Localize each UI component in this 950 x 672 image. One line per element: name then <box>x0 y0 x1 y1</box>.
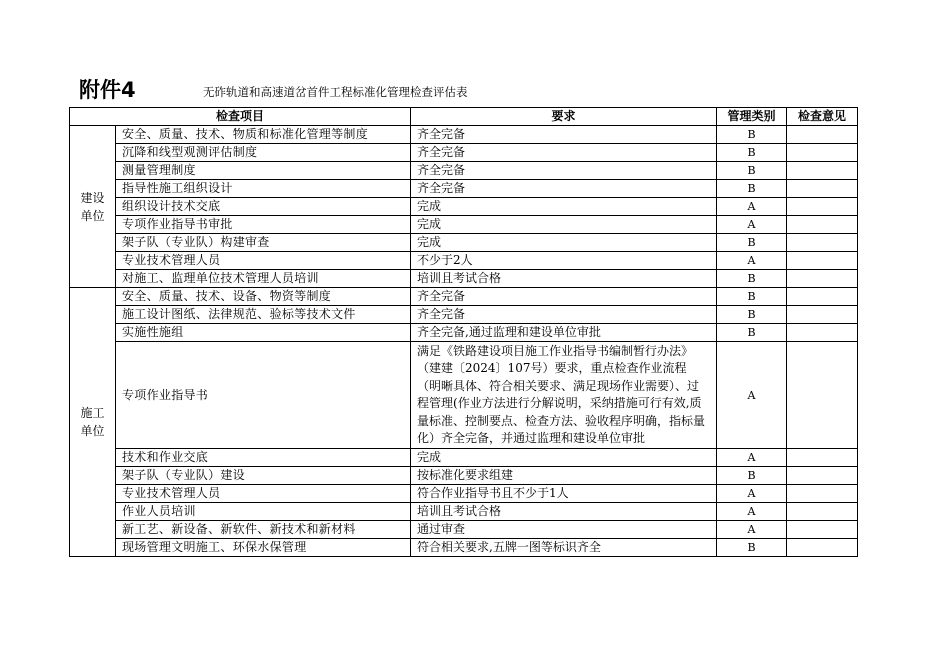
requirement-cell: 齐全完备 <box>411 126 717 144</box>
check-item-cell: 专项作业指导书 <box>116 342 411 449</box>
table-row <box>70 503 858 521</box>
check-item-cell: 专业技术管理人员 <box>116 252 411 270</box>
category-cell: B <box>717 234 787 252</box>
table-row <box>70 234 858 252</box>
table-row <box>70 198 858 216</box>
column-header-item: 检查项目 <box>70 108 411 126</box>
category-cell: B <box>717 467 787 485</box>
opinion-cell[interactable] <box>787 485 858 503</box>
category-cell: A <box>717 521 787 539</box>
opinion-cell[interactable] <box>787 324 858 342</box>
requirement-cell: 齐全完备 <box>411 162 717 180</box>
check-item-cell: 架子队（专业队）构建审查 <box>116 234 411 252</box>
opinion-cell[interactable] <box>787 252 858 270</box>
category-cell: B <box>717 539 787 557</box>
opinion-cell[interactable] <box>787 144 858 162</box>
requirement-cell: 完成 <box>411 216 717 234</box>
opinion-cell[interactable] <box>787 216 858 234</box>
check-item-cell: 指导性施工组织设计 <box>116 180 411 198</box>
table-row <box>70 162 858 180</box>
attachment-label: 附件4 <box>79 78 136 102</box>
requirement-cell: 按标准化要求组建 <box>411 467 717 485</box>
check-item-cell: 组织设计技术交底 <box>116 198 411 216</box>
requirement-cell: 齐全完备 <box>411 144 717 162</box>
opinion-cell[interactable] <box>787 306 858 324</box>
check-item-cell: 技术和作业交底 <box>116 449 411 467</box>
requirement-cell: 齐全完备 <box>411 180 717 198</box>
table-row <box>70 270 858 288</box>
category-cell: A <box>717 503 787 521</box>
check-item-cell: 专项作业指导书审批 <box>116 216 411 234</box>
table-row <box>70 467 858 485</box>
column-header-requirement: 要求 <box>411 108 717 126</box>
check-item-cell: 专业技术管理人员 <box>116 485 411 503</box>
requirement-cell: 符合相关要求,五牌一图等标识齐全 <box>411 539 717 557</box>
opinion-cell[interactable] <box>787 449 858 467</box>
category-cell: B <box>717 144 787 162</box>
table-row <box>70 252 858 270</box>
unit-cell <box>70 288 116 557</box>
document-title: 无砟轨道和高速道岔首件工程标准化管理检查评估表 <box>203 85 468 99</box>
opinion-cell[interactable] <box>787 126 858 144</box>
requirement-cell: 培训且考试合格 <box>411 503 717 521</box>
requirement-cell: 齐全完备 <box>411 288 717 306</box>
table-row <box>70 216 858 234</box>
requirement-cell: 完成 <box>411 234 717 252</box>
unit-label: 建设单位 <box>80 190 105 223</box>
table-row <box>70 521 858 539</box>
category-cell: A <box>717 449 787 467</box>
category-cell: A <box>717 198 787 216</box>
opinion-cell[interactable] <box>787 503 858 521</box>
category-cell: B <box>717 288 787 306</box>
table-row <box>70 126 858 144</box>
requirement-cell: 培训且考试合格 <box>411 270 717 288</box>
requirement-cell: 完成 <box>411 198 717 216</box>
column-header-category: 管理类别 <box>717 108 787 126</box>
table-row <box>70 342 858 449</box>
opinion-cell[interactable] <box>787 180 858 198</box>
category-cell: A <box>717 216 787 234</box>
requirement-cell: 不少于2人 <box>411 252 717 270</box>
requirement-cell: 符合作业指导书且不少于1人 <box>411 485 717 503</box>
category-cell: A <box>717 252 787 270</box>
opinion-cell[interactable] <box>787 521 858 539</box>
opinion-cell[interactable] <box>787 467 858 485</box>
table-row <box>70 306 858 324</box>
table-row <box>70 449 858 467</box>
requirement-cell: 满足《铁路建设项目施工作业指导书编制暂行办法》（建建〔2024〕107号）要求，重点检查作业流程（明晰具体、符合相关要求、满足现场作业需要）、过程管理(作业方法进行分解说明，采纳措施可行有效,质量标准、控制要点、检查方法、验收程序明确，指标量化）齐全完备，并通过监理和建设单位审批 <box>411 342 717 449</box>
unit-label: 施工单位 <box>80 406 105 439</box>
check-item-cell: 新工艺、新设备、新软件、新技术和新材料 <box>116 521 411 539</box>
category-cell: B <box>717 324 787 342</box>
opinion-cell[interactable] <box>787 288 858 306</box>
check-item-cell: 对施工、监理单位技术管理人员培训 <box>116 270 411 288</box>
category-cell: B <box>717 306 787 324</box>
opinion-cell[interactable] <box>787 198 858 216</box>
requirement-cell: 齐全完备 <box>411 306 717 324</box>
category-cell: B <box>717 180 787 198</box>
table-row <box>70 539 858 557</box>
check-item-cell: 架子队（专业队）建设 <box>116 467 411 485</box>
category-cell: A <box>717 485 787 503</box>
check-item-cell: 作业人员培训 <box>116 503 411 521</box>
check-item-cell: 安全、质量、技术、物质和标准化管理等制度 <box>116 126 411 144</box>
requirement-cell: 通过审查 <box>411 521 717 539</box>
table-row <box>70 144 858 162</box>
requirement-cell: 齐全完备,通过监理和建设单位审批 <box>411 324 717 342</box>
unit-cell <box>70 126 116 288</box>
opinion-cell[interactable] <box>787 234 858 252</box>
check-item-cell: 实施性施组 <box>116 324 411 342</box>
table-row <box>70 288 858 306</box>
category-cell: B <box>717 162 787 180</box>
table-row <box>70 485 858 503</box>
opinion-cell[interactable] <box>787 539 858 557</box>
requirement-cell: 完成 <box>411 449 717 467</box>
column-header-opinion: 检查意见 <box>787 108 858 126</box>
check-item-cell: 测量管理制度 <box>116 162 411 180</box>
check-item-cell: 施工设计图纸、法律规范、验标等技术文件 <box>116 306 411 324</box>
category-cell: A <box>717 342 787 449</box>
opinion-cell[interactable] <box>787 162 858 180</box>
inspection-table <box>69 107 858 557</box>
check-item-cell: 现场管理文明施工、环保水保管理 <box>116 539 411 557</box>
category-cell: B <box>717 270 787 288</box>
table-header-row <box>70 108 858 126</box>
table-row <box>70 324 858 342</box>
check-item-cell: 安全、质量、技术、设备、物资等制度 <box>116 288 411 306</box>
opinion-cell[interactable] <box>787 270 858 288</box>
table-row <box>70 180 858 198</box>
category-cell: B <box>717 126 787 144</box>
opinion-cell[interactable] <box>787 342 858 449</box>
check-item-cell: 沉降和线型观测评估制度 <box>116 144 411 162</box>
